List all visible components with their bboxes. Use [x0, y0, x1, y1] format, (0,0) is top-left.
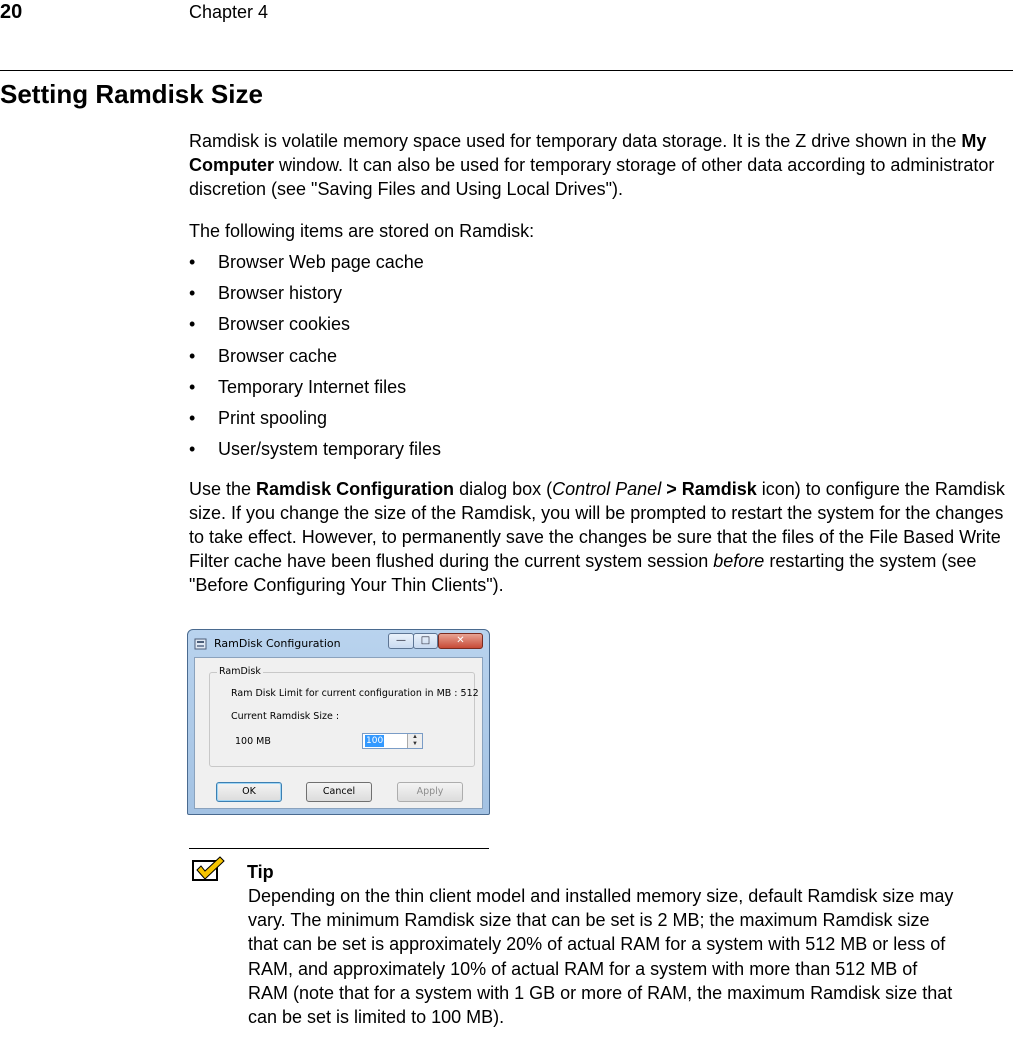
- intro-paragraph: [189, 129, 1011, 201]
- cancel-button[interactable]: Cancel: [306, 782, 372, 802]
- ramdisk-size-spinner[interactable]: [362, 733, 423, 749]
- checkmark-icon: [192, 856, 226, 882]
- ok-button[interactable]: OK: [216, 782, 282, 802]
- list-item-text: User/system temporary files: [218, 439, 442, 460]
- list-item: [189, 375, 441, 406]
- stored-items-list: [189, 250, 441, 468]
- config-paragraph: [189, 477, 1011, 597]
- header-rule: [0, 70, 1013, 71]
- list-item: [189, 437, 441, 468]
- my-computer-term: My Computer: [189, 131, 987, 175]
- spinner-value[interactable]: 100: [366, 736, 384, 746]
- group-label: RamDisk: [219, 666, 261, 677]
- list-item-text: Browser Web page cache: [218, 252, 424, 272]
- bullet-icon: •: [189, 407, 196, 428]
- list-item: [189, 250, 441, 281]
- current-size-value: 100 MB: [235, 736, 271, 747]
- close-button[interactable]: ✕: [438, 633, 483, 649]
- list-item: [189, 344, 441, 375]
- page-number: 20: [0, 1, 23, 23]
- dialog-title: RamDisk Configuration: [214, 637, 341, 650]
- ramdisk-app-icon: [194, 637, 208, 651]
- list-item: [189, 406, 441, 437]
- apply-button[interactable]: Apply: [397, 782, 463, 802]
- spinner-arrows[interactable]: [407, 734, 422, 748]
- spin-down-icon[interactable]: ▼: [412, 741, 418, 747]
- chapter-label: Chapter 4: [189, 2, 269, 22]
- ramdisk-configuration-dialog: [187, 629, 490, 815]
- bullet-icon: •: [189, 252, 196, 272]
- list-item: [189, 312, 441, 343]
- bullet-icon: •: [189, 345, 196, 366]
- config-text-1: Use the: [189, 479, 257, 499]
- maximize-button[interactable]: □: [413, 633, 438, 649]
- bullet-icon: •: [189, 314, 196, 335]
- bullet-icon: •: [189, 283, 196, 304]
- list-item: [189, 281, 441, 312]
- current-size-label: Current Ramdisk Size :: [231, 711, 340, 722]
- list-item-text: Browser cache: [218, 345, 338, 366]
- ramdisk-configuration-term: Ramdisk Configuration: [256, 479, 455, 499]
- before-term: before: [713, 551, 765, 571]
- bullet-icon: •: [189, 439, 196, 460]
- list-item-text: Browser history: [218, 283, 343, 304]
- config-text-4: restarting the system (see "Before Configuring Your Thin Clients").: [189, 551, 977, 595]
- spin-up-icon[interactable]: ▲: [412, 734, 418, 740]
- tip-rule: [189, 848, 489, 849]
- minimize-button[interactable]: —: [388, 633, 414, 649]
- intro-text-2: window. It can also be used for temporary storage of other data according to administrator discretion (see "Saving Files and Using Local Drives").: [189, 155, 995, 199]
- ramdisk-icon-term: > Ramdisk: [661, 479, 757, 499]
- config-text-3: icon) to configure the Ramdisk size. If you change the size of the Ramdisk, you will be prompted to restart the system for the changes to take effect. However, to permanently save the changes be sure that the files of the File Based Write Filter cache have been flushed during the current system session: [189, 479, 1005, 571]
- stored-items-lead: The following items are stored on Ramdisk:: [189, 221, 535, 241]
- limit-text: Ram Disk Limit for current configuration in MB : 512: [231, 688, 479, 699]
- config-text-2: dialog box (: [454, 479, 553, 499]
- section-title: Setting Ramdisk Size: [0, 79, 263, 109]
- list-item-text: Temporary Internet files: [218, 376, 407, 397]
- intro-text-1: Ramdisk is volatile memory space used for temporary data storage. It is the Z drive shown in the: [189, 131, 962, 151]
- dialog-body: [194, 657, 483, 809]
- list-item-text: Print spooling: [218, 407, 328, 428]
- tip-text: Depending on the thin client model and installed memory size, default Ramdisk size may vary. The minimum Ramdisk size that can be set is 2 MB; the maximum Ramdisk size that can be set is approximately 20% of actual RAM for a system with 512 MB or less of RAM, and approximately 10% of actual RAM for a system with more than 512 MB of RAM (note that for a system with 1 GB or more of RAM, the maximum Ramdisk size that can be set is limited to 100 MB).: [248, 886, 954, 1028]
- list-item-text: Browser cookies: [218, 314, 351, 335]
- bullet-icon: •: [189, 376, 196, 397]
- control-panel-term: Control Panel: [552, 479, 662, 499]
- tip-label: Tip: [247, 862, 274, 882]
